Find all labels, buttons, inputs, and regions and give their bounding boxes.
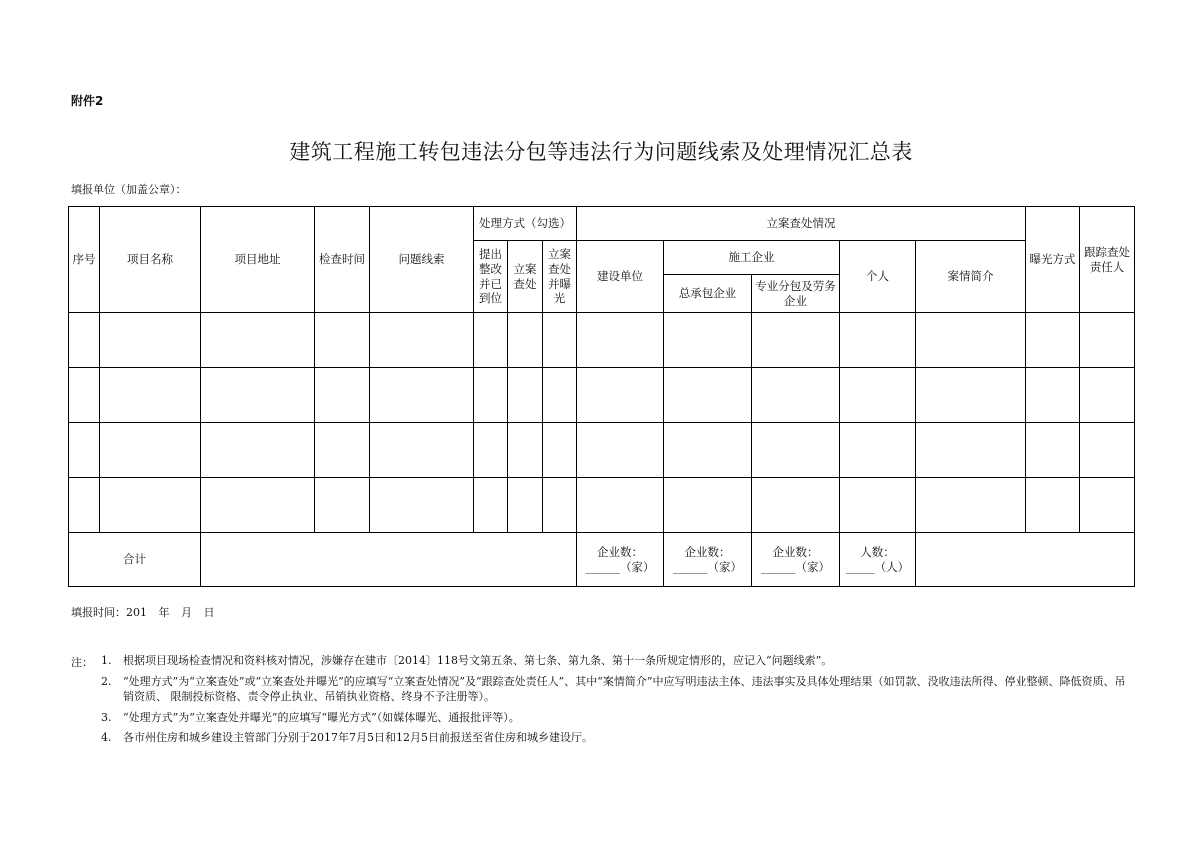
total-builder-count	[577, 533, 664, 587]
count-label: 企业数：	[684, 544, 731, 559]
table-cell	[664, 478, 752, 533]
table-cell	[69, 478, 100, 533]
header-case: 立案查处情况	[577, 207, 1026, 241]
note-item	[71, 654, 1131, 669]
total-rest-blank	[916, 533, 1135, 587]
count-label: 企业数：	[597, 544, 643, 559]
table-cell	[69, 368, 100, 423]
table-cell	[1026, 423, 1080, 478]
table-cell	[315, 478, 370, 533]
note-item	[71, 675, 1131, 705]
header-method-filed-exposed: 立案查处并曝光	[543, 241, 577, 313]
table-cell	[474, 368, 508, 423]
header-exposure: 曝光方式	[1026, 207, 1080, 313]
table-cell	[1080, 368, 1135, 423]
table-cell	[543, 478, 577, 533]
table-cell	[474, 313, 508, 368]
table-row	[69, 423, 1135, 478]
table-cell	[474, 478, 508, 533]
note-number: 1.	[101, 654, 112, 667]
note-number: 4.	[101, 731, 112, 745]
count-unit: ______（家）	[673, 559, 742, 574]
total-label: 合计	[69, 533, 201, 587]
header-inspect-time: 检查时间	[315, 207, 370, 313]
table-cell	[664, 313, 752, 368]
total-special-count	[752, 533, 840, 587]
count-unit: _____（人）	[845, 559, 910, 574]
table-cell	[100, 313, 201, 368]
header-method-rectified: 提出整改并已到位	[474, 241, 508, 313]
table-cell	[508, 368, 543, 423]
note-text: “处理方式”为“立案查处”或“立案查处并曝光”的应填写“立案查处情况”及“跟踪查处责任人”、其中“案情简介”中应写明违法主体、违法事实及具体处理结果（如罚款、没收违法所得、停业整顿、降低资质、吊销资质、 限制投标资格、责令停止执业、吊销执业资格、终身不予注册等）。	[123, 674, 1126, 703]
table-cell	[752, 423, 840, 478]
header-construction: 施工企业	[664, 241, 840, 275]
table-cell	[916, 368, 1026, 423]
notes-label: 注：	[71, 656, 93, 669]
table-cell	[1026, 313, 1080, 368]
note-number: 2.	[101, 674, 112, 688]
header-clue: 问题线索	[370, 207, 474, 313]
table-cell	[543, 313, 577, 368]
header-builder: 建设单位	[577, 241, 664, 313]
header-project-address: 项目地址	[201, 207, 315, 313]
table-cell	[201, 478, 315, 533]
table-cell	[840, 313, 916, 368]
table-cell	[752, 368, 840, 423]
table-cell	[577, 478, 664, 533]
total-individual-count	[840, 533, 916, 587]
note-number: 3.	[101, 710, 112, 724]
table-cell	[315, 423, 370, 478]
note-text: 各市州住房和城乡建设主管部门分别于2017年7月5日和12月5日前报送至省住房和城乡建设厅。	[123, 731, 593, 745]
header-tracker: 跟踪查处责任人	[1080, 207, 1135, 313]
header-summary: 案情简介	[916, 241, 1026, 313]
header-special: 专业分包及劳务企业	[752, 275, 840, 313]
table-cell	[1026, 478, 1080, 533]
header-method: 处理方式（勾选）	[474, 207, 577, 241]
table-cell	[577, 423, 664, 478]
table-cell	[201, 423, 315, 478]
header-general: 总承包企业	[664, 275, 752, 313]
total-row	[69, 533, 1135, 587]
table-cell	[543, 368, 577, 423]
page-title: 建筑工程施工转包违法分包等违法行为问题线索及处理情况汇总表	[289, 140, 913, 164]
table-cell	[315, 368, 370, 423]
fill-time-label: 填报时间：201 年 月 日	[71, 606, 215, 619]
count-unit: ______（家）	[761, 559, 830, 574]
table-cell	[201, 313, 315, 368]
note-text: 根据项目现场检查情况和资料核对情况，涉嫌存在建市〔2014〕118号文第五条、第七条、第九条、第十一条所规定情形的，应记入“问题线索”。	[123, 654, 833, 667]
table-cell	[508, 423, 543, 478]
table-row	[69, 368, 1135, 423]
table-cell	[100, 368, 201, 423]
table-cell	[752, 313, 840, 368]
table-cell	[69, 423, 100, 478]
table-cell	[752, 478, 840, 533]
table-row	[69, 478, 1135, 533]
count-unit: ______（家）	[585, 559, 655, 574]
note-text: “处理方式”为“立案查处并曝光”的应填写“曝光方式”（如媒体曝光、通报批评等）。	[123, 710, 520, 724]
table-cell	[664, 368, 752, 423]
total-general-count	[664, 533, 752, 587]
table-cell	[577, 368, 664, 423]
header-seq: 序号	[69, 207, 100, 313]
header-project-name: 项目名称	[100, 207, 201, 313]
note-item	[71, 711, 1131, 726]
table-row	[69, 313, 1135, 368]
table-cell	[840, 423, 916, 478]
table-cell	[508, 478, 543, 533]
table-cell	[370, 313, 474, 368]
table-cell	[370, 423, 474, 478]
table-cell	[1080, 313, 1135, 368]
fill-unit-label: 填报单位（加盖公章）：	[71, 183, 187, 196]
table-cell	[100, 478, 201, 533]
table-cell	[577, 313, 664, 368]
table-cell	[1080, 478, 1135, 533]
table-cell	[69, 313, 100, 368]
notes-section	[71, 654, 1131, 752]
table-cell	[1026, 368, 1080, 423]
table-cell	[840, 368, 916, 423]
attachment-label: 附件2	[71, 94, 104, 108]
table-cell	[916, 478, 1026, 533]
table-cell	[664, 423, 752, 478]
summary-table	[68, 206, 1135, 587]
table-cell	[370, 478, 474, 533]
count-label: 人数：	[860, 544, 895, 559]
table-cell	[840, 478, 916, 533]
table-cell	[916, 313, 1026, 368]
table-cell	[1080, 423, 1135, 478]
table-cell	[474, 423, 508, 478]
table-cell	[916, 423, 1026, 478]
table-cell	[543, 423, 577, 478]
table-cell	[370, 368, 474, 423]
note-item	[71, 731, 1131, 746]
table-cell	[315, 313, 370, 368]
count-label: 企业数：	[772, 544, 819, 559]
table-cell	[508, 313, 543, 368]
table-cell	[100, 423, 201, 478]
header-method-filed: 立案查处	[508, 241, 543, 313]
header-individual: 个人	[840, 241, 916, 313]
table-cell	[201, 368, 315, 423]
total-blank	[201, 533, 577, 587]
